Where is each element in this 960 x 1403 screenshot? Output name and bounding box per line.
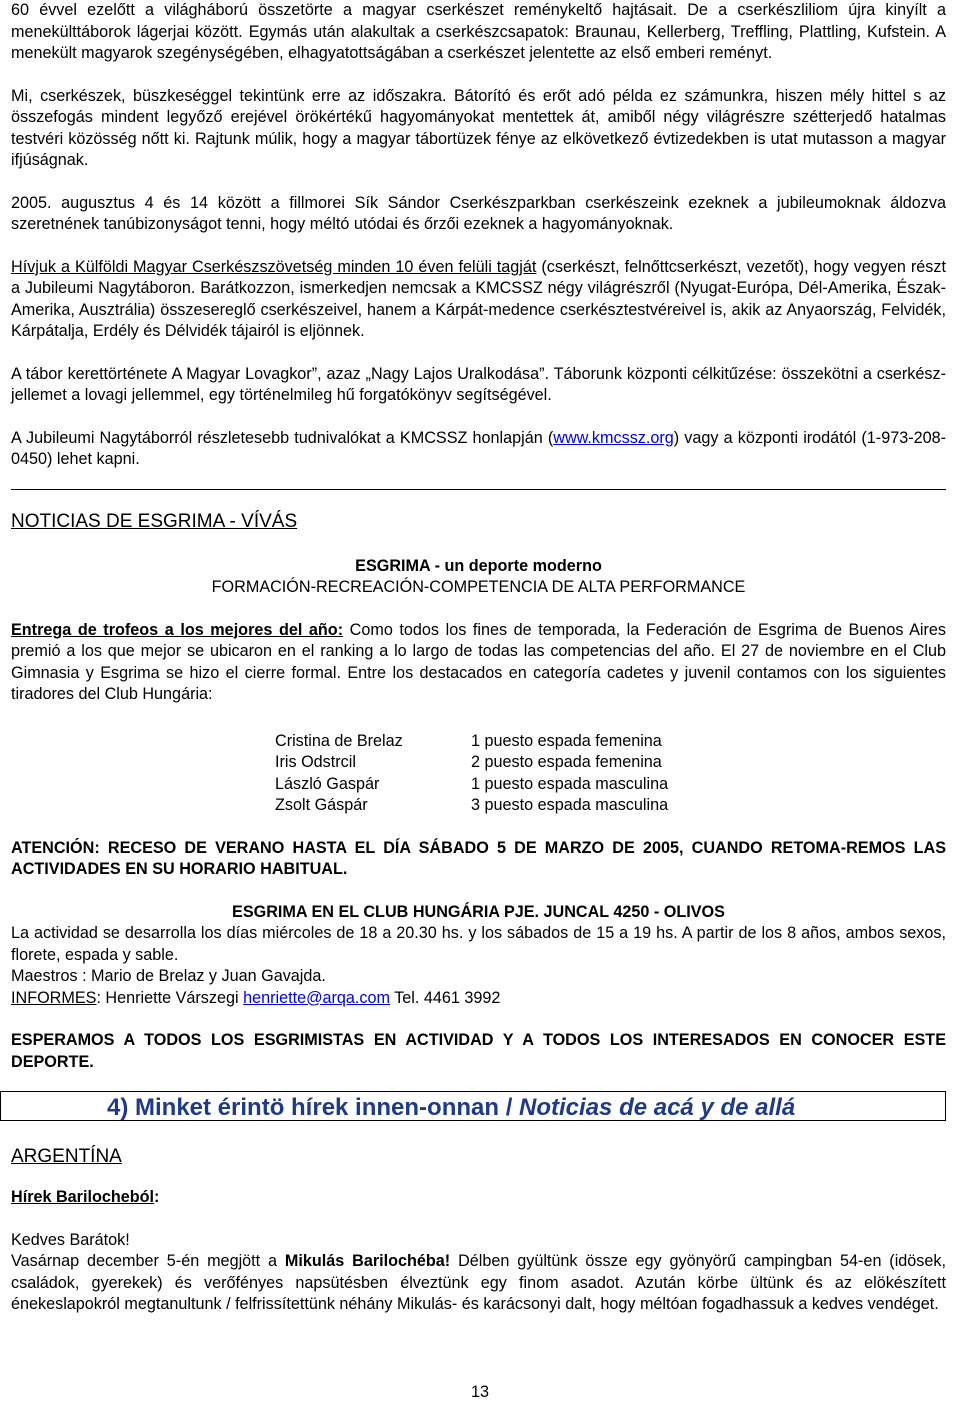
fencer-name: Iris Odstrcil — [275, 753, 356, 771]
table-row — [275, 795, 668, 817]
page-number: 13 — [470, 1383, 489, 1401]
bariloche-text-end: Délben gyültünk össze egy gyönyörű campingban 54-en (idösek, családok, gyerekek) és verőfényes napsütésben élveztünk egy finom asadot. Azután körbe ültünk és az elökészített énekeslapokról megtanultunk / felfrissítettünk néhány Mikulás- és karácsonyi dalt, hogy méltóan fogadhassuk a kedves vendéget. — [11, 1252, 946, 1313]
table-row — [275, 774, 668, 796]
section-divider — [11, 489, 946, 490]
results-table — [275, 731, 668, 817]
fencer-name: Zsolt Gáspár — [275, 796, 368, 814]
informes-tel: Tel. 4461 3992 — [390, 988, 501, 1007]
section-title — [107, 1094, 795, 1122]
esperamos-notice: ESPERAMOS A TODOS LOS ESGRIMISTAS EN ACTIVIDAD Y A TODOS LOS INTERESADOS EN CONOCER ESTE DEPORTE. — [11, 1031, 946, 1071]
section-title-es: Noticias de acá y de allá — [519, 1094, 796, 1121]
email-link[interactable]: henriette@arqa.com — [243, 988, 390, 1007]
fencer-place: 2 puesto espada femenina — [471, 753, 662, 771]
intro-paragraph-2: Mi, cserkészek, büszkeséggel tekintünk erre az időszakra. Bátorító és erőt adó példa ez számunkra, hiszen mély hittel s az összefogás mindent legyőző erejével örökértékű hagyományokat mentettek át, amiből négy világrészre szétterjedő hatalmas testvéri közösség nőtt ki. Rajtunk múlik, hogy a magyar tábortüzek fénye az elkövetkező évtizedekben is utat mutasson a magyar ifjúságnak. — [11, 86, 946, 169]
fencer-name: Cristina de Brelaz — [275, 731, 403, 750]
invite-underlined: Hívjuk a Külföldi Magyar Cserkészszövetség minden 10 éven felüli tagját — [11, 257, 537, 276]
informes-label: INFORMES — [11, 988, 97, 1007]
intro-paragraph-1: 60 évvel ezelőtt a világháború összetörte a magyar cserkészet reménykeltő hajtásait. De a cserkészliliom újra kinyílt a menekülttáborok lágerjai között. Egymás után alakultak a cserkészcsapatok: Braunau, Kellerberg, Treffling, Plattling, Kufstein. A menekült magyarok szegénységében, elhagyatottságában a cserkészet jelentette az első emberi reményt. — [11, 1, 946, 62]
country-heading: ARGENTÍNA — [11, 1146, 122, 1167]
bariloche-subheading — [11, 1187, 946, 1209]
table-row — [275, 731, 668, 753]
actividad-text: La actividad se desarrolla los días miércoles de 18 a 20.30 hs. y los sábados de 15 a 19 hs. A partir de los 8 años, ambos sexos, florete, espada y sable. — [11, 924, 946, 964]
esgrima-title: ESGRIMA - un deporte moderno — [355, 556, 602, 575]
atencion-notice: ATENCIÓN: RECESO DE VERANO HASTA EL DÍA SÁBADO 5 DE MARZO DE 2005, CUANDO RETOMA-REMOS LAS ACTIVIDADES EN SU HORARIO HABITUAL. — [11, 838, 946, 878]
invite-rest: (cserkészt, felnőttcserkészt, vezetőt), hogy vegyen részt a Jubileumi Nagytáboron. Barátkozzon, ismerkedjen nemcsak a KMCSSZ négy világrészről (Nyugat-Európa, Dél-Amerika, Észak-Amerika, Ausztrália) összesereglő cserkészeivel, hanem a Kárpát-medence cserkésztestvéreivel is, akik az Anyaország, Felvidék, Kárpátalja, Erdély és Délvidék tájairól is eljönnek. — [11, 257, 946, 340]
website-sentence-end: ) vagy a központi irodától (1-973-208-0450) lehet kapni. — [11, 428, 946, 468]
intro-paragraph-5: A tábor kerettörténete A Magyar Lovagkor”, azaz „Nagy Lajos Uralkodása”. Táborunk központi célkitűzése: összekötni a cserkész-jellemet a lovagi jellemmel, egy történelmileg hű forgatókönyv segítségével. — [11, 364, 946, 404]
trofeos-paragraph — [11, 620, 946, 706]
informes-text: : Henriette Várszegi — [96, 988, 244, 1007]
maestros-text: Maestros : Mario de Brelaz y Juan Gavajda. — [11, 967, 326, 985]
informes-line — [11, 988, 946, 1010]
trofeos-text: Como todos los fines de temporada, la Federación de Esgrima de Buenos Aires premió a los que mejor se ubicaron en el ranking a lo largo de todas las competencias del año. El 27 de noviembre en el Club Gimnasia y Esgrima se hizo el cierre formal. Entre los destacados en categoría cadetes y juvenil contamos con los siguientes tiradores del Club Hungária: — [11, 620, 946, 703]
greeting: Kedves Barátok! — [11, 1230, 130, 1249]
section-banner — [0, 1091, 946, 1121]
fencer-place: 1 puesto espada masculina — [471, 774, 669, 793]
website-sentence-start: A Jubileumi Nagytáborról részletesebb tudnivalókat a KMCSSZ honlapján ( — [11, 428, 554, 447]
table-row — [275, 752, 668, 774]
fencer-place: 3 puesto espada masculina — [471, 796, 669, 814]
intro-paragraph-3: 2005. augusztus 4 és 14 között a fillmorei Sík Sándor Cserkészparkban cserkészeink ezeknek a jubileumoknak áldozva szeretnének tanúbizonyságot tenni, hogy méltó utódai és őrzői ezeknek a hagyományoknak. — [11, 193, 946, 233]
kmcssz-website-link[interactable]: www.kmcssz.org — [553, 428, 674, 447]
bariloche-subheading-colon: : — [154, 1188, 160, 1206]
bariloche-text-start: Vasárnap december 5-én megjött a — [11, 1252, 285, 1270]
esgrima-heading: NOTICIAS DE ESGRIMA - VÍVÁS — [11, 510, 298, 532]
intro-paragraph-6 — [11, 428, 946, 471]
mikulas-bold: Mikulás Barilochéba! — [284, 1252, 451, 1270]
club-title: ESGRIMA EN EL CLUB HUNGÁRIA PJE. JUNCAL 4250 - OLIVOS — [232, 902, 725, 921]
section-title-hu: 4) Minket érintö hírek innen-onnan / — [107, 1094, 520, 1121]
document-page — [11, 0, 946, 1316]
intro-paragraph-4 — [11, 257, 946, 343]
fencer-place: 1 puesto espada femenina — [471, 731, 662, 750]
fencer-name: László Gaspár — [275, 774, 380, 793]
bariloche-subheading-text: Hírek Barilocheból — [11, 1188, 155, 1206]
esgrima-subtitle: FORMACIÓN-RECREACIÓN-COMPETENCIA DE ALTA PERFORMANCE — [211, 578, 746, 596]
bariloche-paragraph — [11, 1251, 946, 1316]
trofeos-label: Entrega de trofeos a los mejores del año: — [11, 620, 344, 639]
